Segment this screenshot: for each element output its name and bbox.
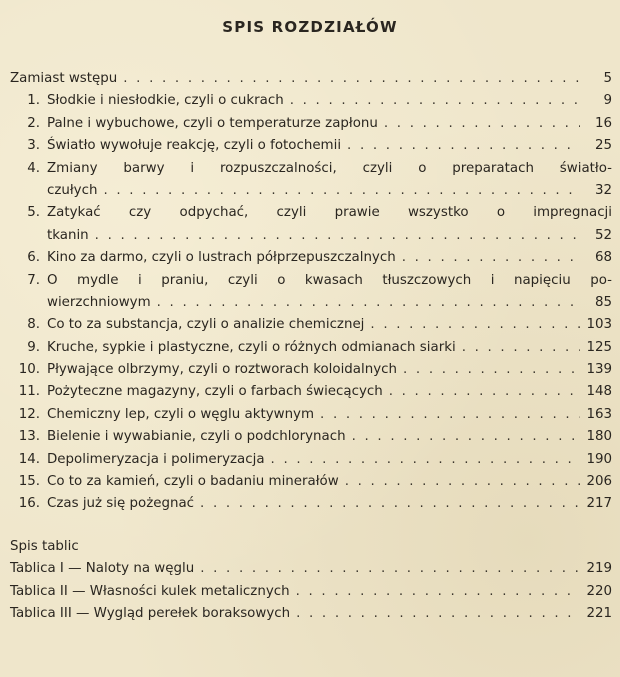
toc-entry-label: Zamiast wstępu (10, 71, 118, 86)
toc-entry-chapter-9 (10, 337, 612, 359)
toc-line (10, 337, 612, 359)
chapter-page: 25 (594, 138, 612, 154)
table-label: Tablica I — Naloty na węglu (10, 561, 195, 577)
chapter-page: 206 (586, 474, 612, 490)
chapter-title-continued: wierzchniowym (47, 294, 151, 310)
dot-leader (200, 558, 580, 580)
chapter-title: Pływające olbrzymy, czyli o roztworach koloidalnych (47, 362, 397, 378)
chapter-title: Co to za kamień, czyli o badaniu minerałów (47, 474, 339, 490)
toc-entry-chapter-7 (10, 270, 612, 315)
toc-entry-chapter-14 (10, 449, 612, 471)
toc-entry-page: 5 (603, 71, 612, 86)
toc-entry-table-2 (10, 581, 612, 603)
chapter-number: 11. (18, 384, 40, 400)
chapter-list (10, 90, 612, 515)
dot-leader (290, 90, 580, 112)
table-label: Tablica II — Własności kulek metalicznych (10, 583, 290, 599)
dot-leader (123, 68, 580, 90)
chapter-number: 5. (27, 205, 40, 221)
dot-leader (352, 426, 580, 448)
dot-leader (271, 449, 580, 471)
chapter-number: 14. (18, 451, 40, 467)
toc-entry-chapter-10 (10, 359, 612, 381)
dot-leader (103, 180, 580, 202)
toc-line (10, 449, 612, 471)
toc-line (10, 270, 612, 292)
toc-entry-chapter-15 (10, 471, 612, 493)
chapter-number: 3. (27, 138, 40, 154)
dot-leader (320, 404, 580, 426)
chapter-number: 7. (27, 272, 40, 288)
toc-line (10, 381, 612, 403)
toc-entry-table-3 (10, 603, 612, 625)
dot-leader (389, 381, 580, 403)
dot-leader (370, 314, 580, 336)
dot-leader (296, 603, 580, 625)
dot-leader (402, 247, 580, 269)
chapter-title: Zmiany barwy i rozpuszczalności, czyli o preparatach światło- (47, 160, 612, 176)
toc-line (10, 247, 612, 269)
table-label: Tablica III — Wygląd perełek boraksowych (10, 605, 291, 621)
dot-leader (157, 292, 580, 314)
toc-line (10, 225, 612, 247)
chapter-page: 190 (586, 451, 612, 467)
toc-entry-chapter-13 (10, 426, 612, 448)
toc-line (10, 493, 612, 515)
table-of-contents (10, 68, 612, 625)
table-page: 221 (586, 605, 612, 621)
chapter-page: 217 (586, 496, 612, 512)
chapter-title: Światło wywołuje reakcję, czyli o fotochemii (47, 138, 342, 154)
chapter-page: 148 (586, 384, 612, 400)
toc-line (10, 158, 612, 180)
toc-line (10, 202, 612, 224)
chapter-number: 10. (18, 362, 40, 378)
chapter-title-continued: tkanin (47, 227, 89, 243)
chapter-page: 52 (594, 227, 612, 243)
chapter-number: 6. (27, 250, 40, 266)
toc-line (10, 314, 612, 336)
toc-entry-table-1 (10, 558, 612, 580)
chapter-title: Kruche, sypkie i plastyczne, czyli o różnych odmianach siarki (47, 339, 456, 355)
chapter-title: Pożyteczne magazyny, czyli o farbach świecących (47, 384, 383, 400)
chapter-page: 139 (586, 362, 612, 378)
chapter-number: 16. (18, 496, 40, 512)
chapter-number: 12. (18, 406, 40, 422)
toc-line (10, 135, 612, 157)
chapter-title: Zatykać czy odpychać, czyli prawie wszystko o impregnacji (47, 205, 612, 221)
chapter-title: Słodkie i niesłodkie, czyli o cukrach (47, 93, 284, 109)
toc-line (10, 426, 612, 448)
toc-entry-chapter-4 (10, 158, 612, 203)
toc-line (10, 404, 612, 426)
toc-entry-chapter-11 (10, 381, 612, 403)
chapter-page: 32 (594, 182, 612, 198)
dot-leader (95, 225, 580, 247)
chapter-title: Bielenie i wywabianie, czyli o podchlorynach (47, 429, 346, 445)
chapter-page: 9 (603, 93, 612, 109)
dot-leader (384, 113, 580, 135)
toc-line (10, 471, 612, 493)
toc-entry-chapter-16 (10, 493, 612, 515)
page-title: SPIS ROZDZIAŁÓW (222, 18, 398, 36)
dot-leader (200, 493, 580, 515)
chapter-title: Palne i wybuchowe, czyli o temperaturze zapłonu (47, 115, 378, 131)
toc-entry-chapter-12 (10, 404, 612, 426)
chapter-page: 85 (594, 294, 612, 310)
dot-leader (403, 359, 580, 381)
toc-entry-chapter-5 (10, 202, 612, 247)
chapter-title: O mydle i praniu, czyli o kwasach tłuszczowych i napięciu po- (47, 272, 612, 288)
dot-leader (296, 581, 580, 603)
toc-entry-chapter-3 (10, 135, 612, 157)
table-page: 219 (586, 561, 612, 577)
chapter-title: Kino za darmo, czyli o lustrach półprzepuszczalnych (47, 250, 396, 266)
toc-line (10, 180, 612, 202)
chapter-number: 13. (18, 429, 40, 445)
tables-list (10, 558, 612, 625)
dot-leader (345, 471, 580, 493)
table-page: 220 (586, 583, 612, 599)
toc-line (10, 359, 612, 381)
chapter-number: 1. (27, 93, 40, 109)
chapter-title: Co to za substancja, czyli o analizie chemicznej (47, 317, 365, 333)
chapter-number: 4. (27, 160, 40, 176)
chapter-number: 2. (27, 115, 40, 131)
toc-entry-intro (10, 68, 612, 90)
chapter-number: 9. (27, 339, 40, 355)
chapter-title: Depolimeryzacja i polimeryzacja (47, 451, 265, 467)
chapter-number: 15. (18, 474, 40, 490)
chapter-title: Czas już się pożegnać (47, 496, 195, 512)
toc-entry-chapter-2 (10, 113, 612, 135)
chapter-title-continued: czułych (47, 182, 98, 198)
chapter-page: 68 (594, 250, 612, 266)
toc-entry-chapter-1 (10, 90, 612, 112)
chapter-number: 8. (27, 317, 40, 333)
tables-heading: Spis tablic (10, 538, 79, 554)
chapter-page: 103 (586, 317, 612, 333)
toc-entry-chapter-6 (10, 247, 612, 269)
chapter-page: 125 (586, 339, 612, 355)
dot-leader (347, 135, 580, 157)
chapter-title: Chemiczny lep, czyli o węglu aktywnym (47, 406, 315, 422)
toc-entry-chapter-8 (10, 314, 612, 336)
chapter-page: 163 (586, 406, 612, 422)
chapter-page: 16 (594, 115, 612, 131)
chapter-page: 180 (586, 429, 612, 445)
toc-line (10, 113, 612, 135)
toc-line (10, 292, 612, 314)
dot-leader (462, 337, 580, 359)
toc-line (10, 90, 612, 112)
